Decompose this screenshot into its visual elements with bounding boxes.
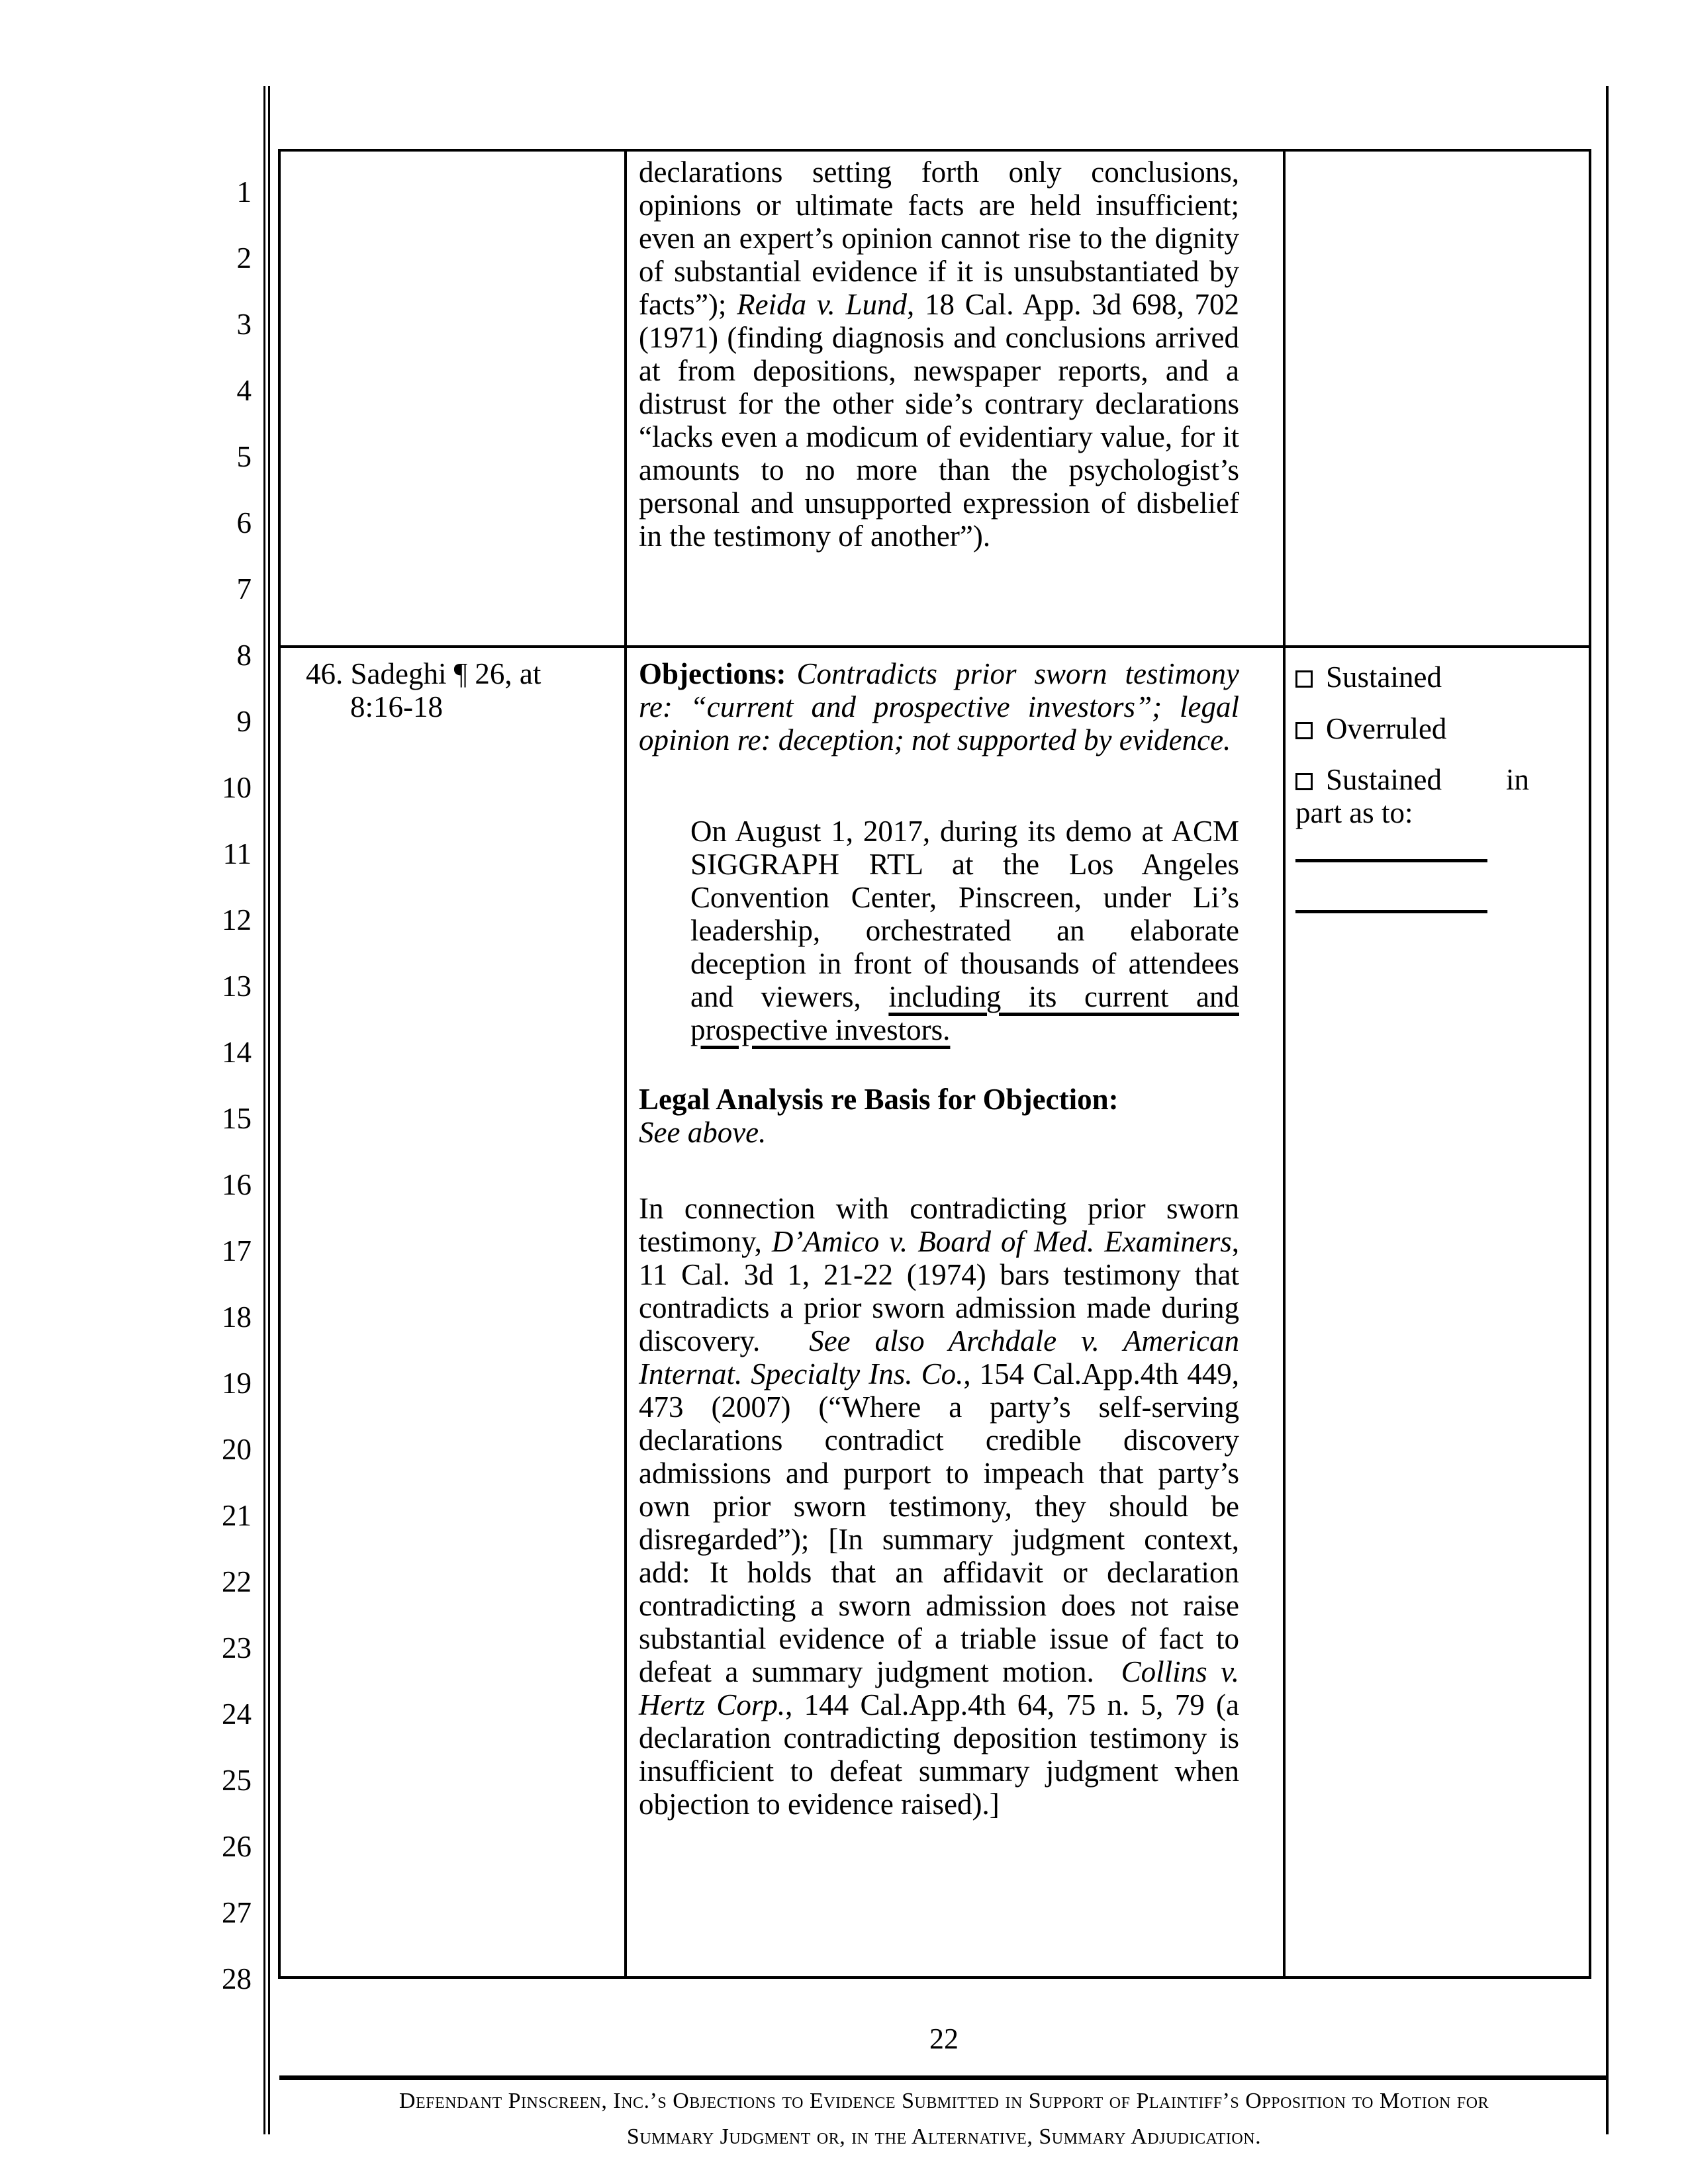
line-number: 25 — [222, 1764, 252, 1797]
objection-table — [278, 149, 1591, 1979]
ruling-sustained-label: Sustained — [1326, 660, 1442, 694]
line-number: 1 — [236, 175, 252, 208]
row2-ruling-cell — [1286, 648, 1589, 1976]
line-number: 2 — [236, 242, 252, 275]
objections-label: Objections: — [639, 657, 786, 690]
row1-text-continued: , 18 Cal. App. 3d 698, 702 (1971) (finding diagnosis and conclusions arrived at from depositions, newspaper reports, and a distrust for the other side’s contrary declarations “lacks even a modicum of evidentiary value, for it amounts to no more than the psychologist’s personal and unsupported expression of disbelief in the testimony of another”). — [639, 288, 1239, 553]
line-number: 4 — [236, 374, 252, 407]
row1-analysis-paragraph — [639, 156, 1239, 553]
row1-text: declarations setting forth only conclusions, opinions or ultimate facts are held insufficient; even an expert’s opinion cannot rise to the dignity of substantial evidence if it is unsubstantiated by facts”); — [639, 156, 1239, 321]
ruling-option-sustained — [1295, 660, 1572, 694]
analysis-text-2: , 11 Cal. 3d 1, 21-22 (1974) bars testimony that contradicts a prior sworn admission made during discovery. — [639, 1225, 1239, 1357]
row1-legal-analysis-cell — [627, 152, 1283, 645]
line-number: 11 — [222, 837, 252, 870]
line-number: 13 — [222, 970, 252, 1003]
analysis-text-1: In connection with contradicting prior sworn testimony, — [639, 1192, 1239, 1258]
evidence-reference-line1: 46. Sadeghi ¶ 26, at — [306, 657, 541, 690]
legal-analysis-heading: Legal Analysis re Basis for Objection: — [639, 1083, 1119, 1116]
quoted-testimony-underlined: including its current and prospective investors. — [690, 980, 1239, 1046]
analysis-case-archdale: See also Archdale v. American Internat. Specialty Ins. Co. — [639, 1324, 1239, 1390]
left-margin-rule-outer — [263, 86, 265, 2134]
row2-objections-cell — [627, 648, 1283, 1976]
line-number: 12 — [222, 903, 252, 936]
footer-title-line2: Summary Judgment or, in the Alternative, Summary Adjudication. — [626, 2124, 1262, 2149]
ruling-blank-line-1 — [1295, 859, 1487, 862]
left-margin-rule-inner — [268, 86, 270, 2134]
line-number: 6 — [236, 506, 252, 539]
line-number: 22 — [222, 1565, 252, 1598]
line-number: 5 — [236, 440, 252, 473]
right-margin-rule — [1606, 86, 1609, 2134]
quoted-testimony-text: On August 1, 2017, during its demo at ACM SIGGRAPH RTL at the Los Angeles Convention Center, Pinscreen, under Li’s leadership, orchestrated an elaborate deception in front of thousands of attendees and viewers, — [690, 815, 1239, 1013]
quoted-testimony-paragraph — [690, 815, 1239, 1046]
evidence-reference — [293, 657, 618, 723]
ruling-sustained-in-part-label: Sustained — [1326, 763, 1442, 796]
line-number: 27 — [222, 1896, 252, 1929]
line-number: 16 — [222, 1168, 252, 1201]
line-number: 24 — [222, 1698, 252, 1731]
checkbox-overruled-icon — [1295, 722, 1313, 739]
line-number: 21 — [222, 1499, 252, 1532]
line-number: 19 — [222, 1367, 252, 1400]
checkbox-sustained-icon — [1295, 670, 1313, 688]
line-number: 23 — [222, 1631, 252, 1664]
line-number: 20 — [222, 1433, 252, 1466]
analysis-text-4: , 144 Cal.App.4th 64, 75 n. 5, 79 (a declaration contradicting deposition testimony is insufficient to defeat summary judgment when objection to evidence raised).] — [639, 1688, 1240, 1821]
checkbox-sustained-in-part-icon — [1295, 773, 1313, 790]
footer-title — [281, 2083, 1607, 2155]
evidence-reference-line2: 8:16-18 — [350, 690, 443, 723]
objections-summary: Contradicts prior sworn testimony re: “current and prospective investors”; legal opinion re: deception; not supported by evidence. — [639, 657, 1239, 756]
analysis-text-3: , 154 Cal.App.4th 449, 473 (2007) (“Where a party’s self-serving declarations contradict credible discovery admissions and purport to impeach that party’s own prior sworn testimony, they should be disregarded”); [In summary judgment context, add: It holds that an affidavit or declaration contradicting a sworn admission does not raise substantial evidence of a triable issue of fact to defeat a summary judgment motion. — [639, 1357, 1239, 1688]
line-number: 10 — [222, 771, 252, 804]
row1-case-citation: Reida v. Lund — [737, 288, 908, 321]
line-number: 15 — [222, 1102, 252, 1135]
footer-rule — [279, 2075, 1607, 2080]
ruling-sustained-in-part-word-in: in — [1505, 763, 1529, 796]
ruling-overruled-label: Overruled — [1326, 712, 1447, 745]
row2-evidence-cell — [281, 648, 624, 1976]
page-number: 22 — [929, 2023, 959, 2055]
analysis-case-collins: Collins v. Hertz Corp. — [639, 1655, 1240, 1721]
footer-title-line1: Defendant Pinscreen, Inc.’s Objections to Evidence Submitted in Support of Plaintiff’s Opposition to Motion for — [399, 2089, 1489, 2113]
line-number: 28 — [222, 1962, 252, 1995]
legal-analysis-see-above: See above. — [639, 1116, 767, 1149]
legal-analysis-paragraph — [639, 1192, 1239, 1821]
line-number: 3 — [236, 308, 252, 341]
line-number: 14 — [222, 1036, 252, 1069]
legal-analysis-heading-block — [639, 1083, 1239, 1149]
ruling-option-sustained-in-part — [1295, 763, 1572, 796]
line-number: 18 — [222, 1300, 252, 1334]
ruling-part-as-to-label: part as to: — [1295, 796, 1413, 829]
line-number: 7 — [236, 572, 252, 606]
ruling-blank-line-2 — [1295, 910, 1487, 913]
ruling-option-overruled — [1295, 712, 1572, 745]
line-number: 8 — [236, 639, 252, 672]
line-number: 17 — [222, 1234, 252, 1267]
line-number: 26 — [222, 1830, 252, 1863]
analysis-case-damico: D’Amico v. Board of Med. Examiners — [771, 1225, 1232, 1258]
line-number: 9 — [236, 705, 252, 738]
objections-paragraph — [639, 657, 1239, 756]
